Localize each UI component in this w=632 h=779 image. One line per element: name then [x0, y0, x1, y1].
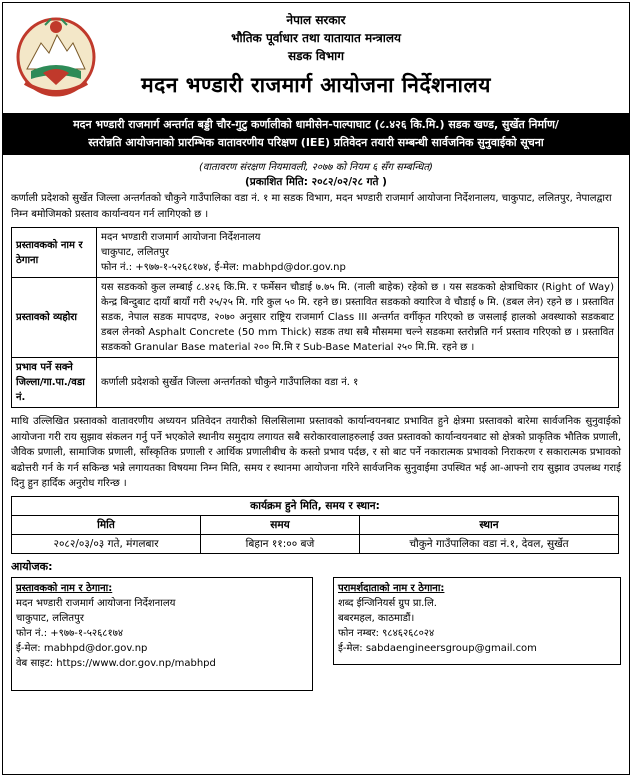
consultant-box-email: ई-मेल: sabdaengineersgroup@gmail.com [338, 642, 537, 654]
banner-line-2: स्तरोन्नति आयोजनाको प्रारम्भिक वातावरणीय परिक्षण (IEE) प्रतिवेदन तयारी सम्बन्धी सार्वजनिक सुनुवाईको सूचना [88, 136, 544, 149]
notice-banner [3, 113, 629, 155]
proposer-details [97, 228, 619, 278]
proposer-org: मदन भण्डारी राजमार्ग आयोजना निर्देशनालय [101, 232, 261, 243]
intro-text: कर्णाली प्रदेशको सुर्खेत जिल्ला अन्तर्गतको चौकुने गाउँपालिका वडा नं. १ मा सडक विभाग, मदन भण्डारी राजमार्ग आयोजना निर्देशनालय, चाकुपाट, ललितपुर, नेपालद्वारा निम्न बमोजिमको प्रस्ताव कार्यान्वयन गर्न लागिएको छ । [11, 193, 612, 220]
table-row [12, 358, 619, 408]
consultant-box-line: बबरमहल, काठमाडौं। [338, 612, 415, 624]
schedule-caption: कार्यक्रम हुने मिति, समय र स्थान: [12, 496, 619, 515]
table-row [12, 228, 619, 278]
consultant-box [333, 577, 621, 665]
proposer-address: चाकुपाट, ललितपुर [101, 247, 169, 258]
table-row [12, 278, 619, 358]
organizer-label: आयोजक: [11, 559, 53, 573]
regulation-note: (वातावरण संरक्षण नियमावली, २०७७ को नियम ६ सँग सम्बन्धित) [199, 162, 433, 173]
schedule-table [11, 496, 619, 554]
affected-area: कर्णाली प्रदेशको सुर्खेत जिल्ला अन्तर्गतको चौकुने गाउँपालिका वडा नं. १ [97, 358, 619, 408]
table-row [12, 534, 619, 553]
proposer-box-website: वेब साइट: https://www.dor.gov.np/mabhpd [16, 657, 216, 669]
consultant-box-line: फोन नम्बर: ९८४६२६८०२४ [338, 627, 435, 639]
proposal-table [11, 227, 619, 408]
consultant-box-line: शब्द ईन्जिनियर्स ग्रुप प्रा.लि. [338, 597, 437, 609]
request-paragraph: माथि उल्लिखित प्रस्तावको वातावरणीय अध्ययन प्रतिवेदन तयारीको सिलसिलामा प्रस्तावको कार्यान्वयनबाट प्रभावित हुने क्षेत्रमा प्रस्तावको बारेमा सार्वजनिक सुनुवाईको आयोजना गरी राय सुझाव संकलन गर्नु पर्ने भएकोले स्थानीय समुदाय लगायत सबै सरोकारवालाहरुलाई उक्त प्रस्तावको कार्यान्वयनबाट सो क्षेत्रको प्राकृतिक भौतिक प्रणाली, जैविक प्रणाली, सामाजिक प्रणाली, साँस्कृतिक प्रणाली र आर्थिक प्रणालीबीच के कस्तो प्रभाव पर्दछ, र सो बाट पर्ने नकारात्मक प्रभावको निराकरण र सकारात्मक प्रभावको बढोत्तरी गर्न के गर्न सकिन्छ भन्ने लगायतका विषयमा निम्न मिति, समय र स्थानमा आयोजना गरिने सार्वजनिक सुनुवाईमा उपस्थित भई आ-आफ्नो राय सुझाव उपलब्ध गराई दिनु हुन हार्दिक अनुरोध गरिन्छ । [11, 416, 621, 489]
proposer-box-line: मदन भण्डारी राजमार्ग आयोजना निर्देशनालय [16, 597, 176, 609]
contact-boxes [11, 577, 621, 691]
ministry-name: भौतिक पूर्वाधार तथा यातायात मन्त्रालय [231, 31, 401, 45]
nepal-emblem-icon [15, 13, 97, 99]
directorate-title: मदन भण्डारी राजमार्ग आयोजना निर्देशनालय [141, 73, 491, 97]
event-time: बिहान ११:०० बजे [201, 534, 360, 553]
col-date: मिति [12, 515, 201, 534]
department-name: सडक विभाग [287, 49, 344, 63]
proposer-contact: फोन नं.: +९७७-१-५२६८१७४, ई-मेल: mabhpd@dor.gov.np [101, 262, 346, 273]
event-date: २०८२/०३/०३ गते, मंगलबार [12, 534, 201, 553]
proposal-description: यस सडकको कुल लम्बाई ८.४२६ कि.मि. र फर्मेसन चौडाई ७.७५ मि. (नाली बाहेक) रहेको छ । यस सडकको क्षेत्राधिकार (Right of Way) केन्द्र बिन्दुबाट दायाँ बायाँ गरी २५/२५ मि. गरि कुल ५० मि. रहने छ। प्रस्तावित सडकको क्यारिज वे चौडाई ७ मि. (डबल लेन) रहने छ । प्रस्तावित सडक, नेपाल सडक मापदण्ड, २०७० अनुसार राष्ट्रिय राजमार्ग Class III अन्तर्गत वर्गीकृत गरिएको छ जसलाई हालको अवस्थाको सडकबाट डबल लेनको Asphalt Concrete (50 mm Thick) सडक तथा सबै मौसममा चल्ने सडकमा स्तरोन्नति गर्न प्रस्ताव गरिएको छ । प्रस्तावित सडकको Granular Base material २०० मि.मि र Sub-Base Material २५० मि.मि. रहने छ । [97, 278, 619, 358]
col-venue: स्थान [360, 515, 619, 534]
proposer-box-line: फोन नं.: +९७७-१-५२६८१७४ [16, 627, 124, 639]
govt-name: नेपाल सरकार [286, 13, 346, 27]
published-date: (प्रकाशित मिति: २०८२/०२/२८ गते ) [245, 176, 387, 188]
proposal-label: प्रस्तावको व्यहोरा [12, 278, 97, 358]
proposer-box-line: चाकुपाट, ललितपुर [16, 612, 84, 624]
proposer-box-title: प्रस्तावकको नाम र ठेगाना: [16, 582, 113, 594]
header [3, 3, 629, 113]
proposer-box [11, 577, 313, 691]
notice-page [2, 2, 630, 775]
event-venue: चौकुने गाउँपालिका वडा नं.१, देवल, सुर्खेत [360, 534, 619, 553]
proposer-label: प्रस्तावकको नाम र ठेगाना [12, 228, 97, 278]
consultant-box-title: परामर्शदाताको नाम र ठेगाना: [338, 582, 445, 594]
banner-line-1: मदन भण्डारी राजमार्ग अन्तर्गत बड्डी चौर-गुटु कर्णालीको धामीसेन-पाल्पाघाट (८.४२६ कि.मि.) सडक खण्ड, सुर्खेत निर्माण/ [73, 118, 559, 131]
col-time: समय [201, 515, 360, 534]
affected-area-label: प्रभाव पर्ने सक्ने जिल्ला/गा.पा./वडा नं. [12, 358, 97, 408]
proposer-box-email: ई-मेल: mabhpd@dor.gov.np [16, 642, 148, 654]
